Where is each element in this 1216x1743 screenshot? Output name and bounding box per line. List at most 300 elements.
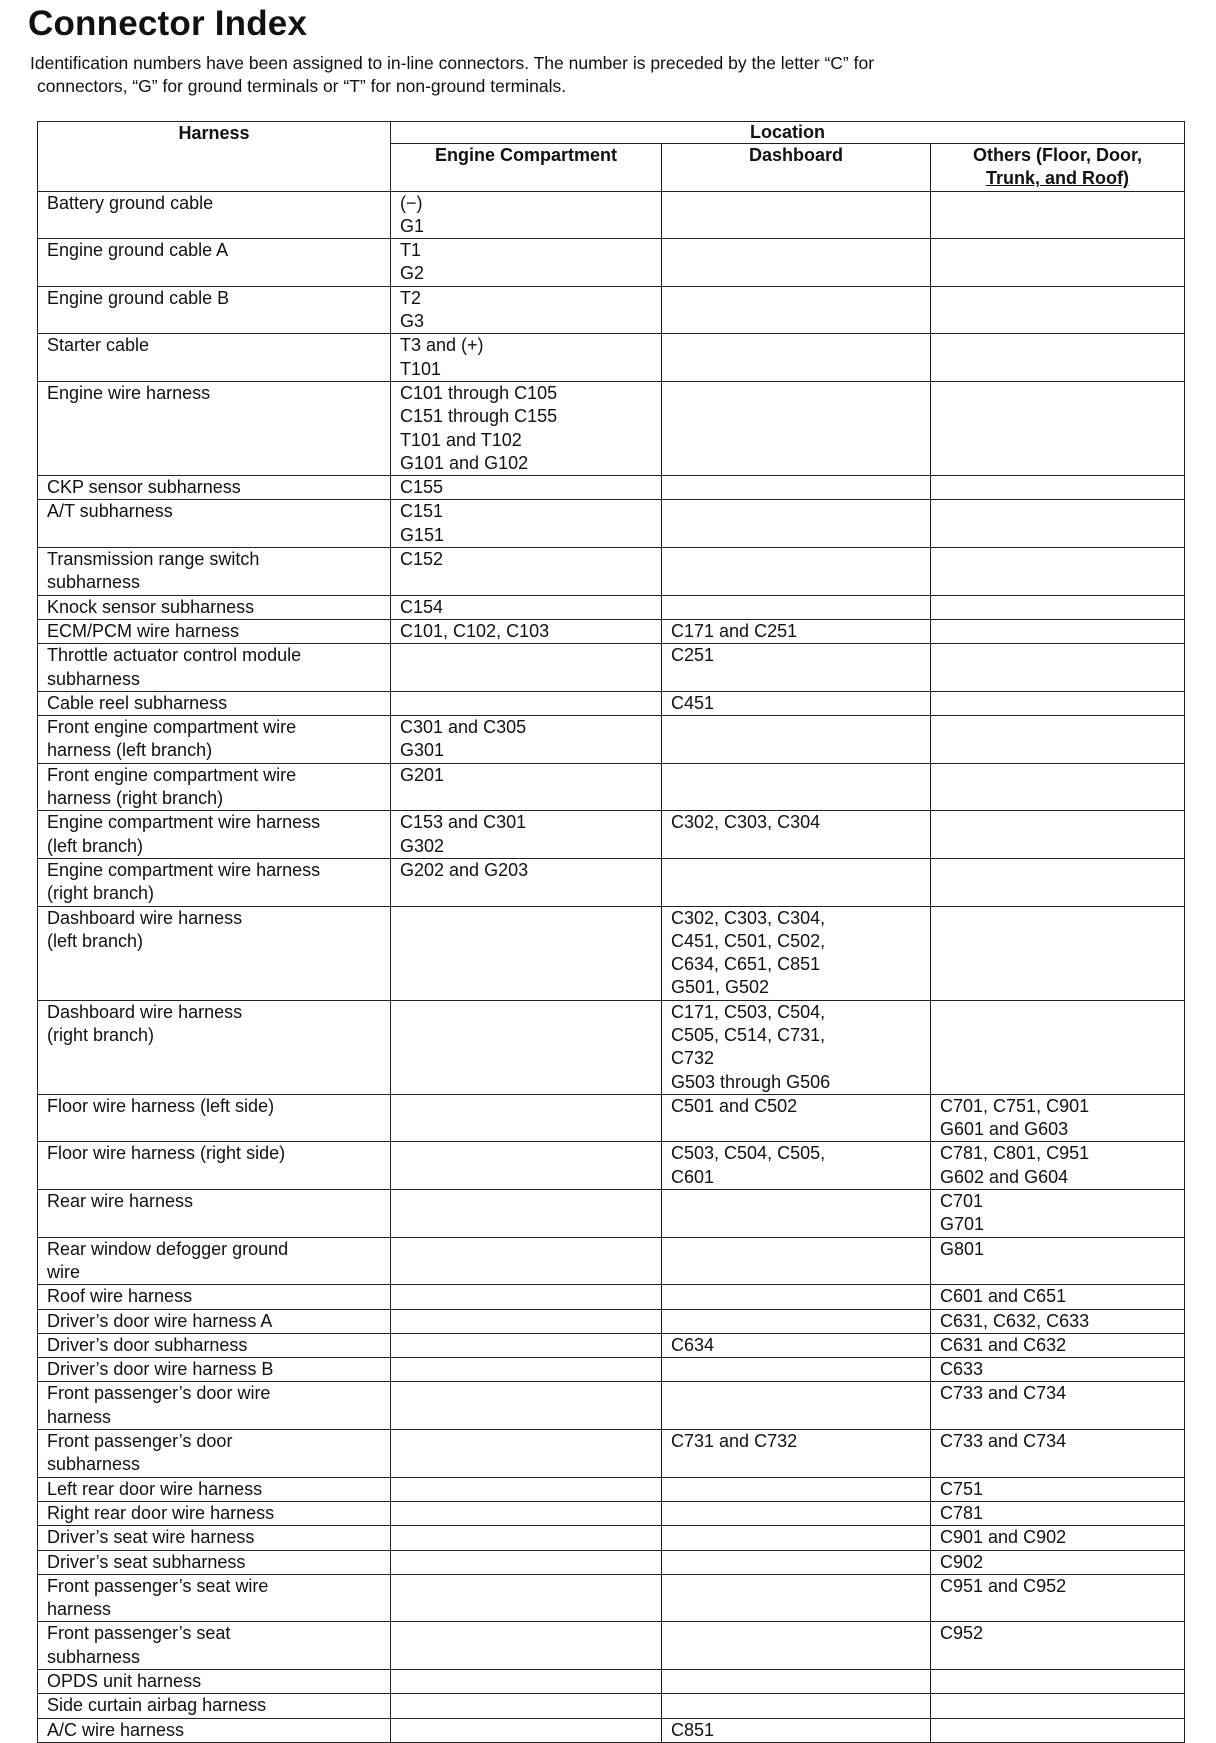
engine-compartment-cell: [391, 1358, 662, 1382]
engine-compartment-cell: [391, 1550, 662, 1574]
engine-compartment-cell: [391, 1622, 662, 1670]
dashboard-cell: [662, 1285, 931, 1309]
table-row: [38, 1430, 1185, 1478]
table-row: [38, 1670, 1185, 1694]
table-row: [38, 1501, 1185, 1525]
harness-cell-line: Rear window defogger ground: [47, 1238, 289, 1259]
dashboard-cell: [662, 1358, 931, 1382]
others-cell: [931, 1285, 1185, 1309]
engine-compartment-cell: [391, 1430, 662, 1478]
engine-compartment-cell-line: G3: [400, 311, 425, 332]
engine-compartment-cell-line: C154: [400, 596, 444, 617]
engine-compartment-cell: [391, 1237, 662, 1285]
others-cell: [931, 1094, 1185, 1142]
engine-compartment-cell-line: G151: [400, 524, 445, 545]
harness-cell-line: Front passenger’s seat wire: [47, 1575, 269, 1596]
others-cell: [931, 858, 1185, 906]
engine-compartment-cell: [391, 548, 662, 596]
others-cell: [931, 1526, 1185, 1550]
harness-cell: [38, 619, 391, 643]
harness-cell-line: harness (left branch): [47, 740, 213, 761]
dashboard-cell-line: C732: [671, 1048, 715, 1069]
others-cell: [931, 548, 1185, 596]
others-cell: [931, 1000, 1185, 1094]
harness-cell-line: A/T subharness: [47, 501, 173, 522]
others-cell-line: C633: [940, 1359, 984, 1380]
harness-cell-line: Front engine compartment wire: [47, 717, 297, 738]
dashboard-cell-line: G503 through G506: [671, 1071, 831, 1092]
harness-cell-line: subharness: [47, 1646, 141, 1667]
dashboard-cell-line: G501, G502: [671, 977, 770, 998]
others-cell-line: C701, C751, C901: [940, 1095, 1090, 1116]
table-row: [38, 1382, 1185, 1430]
engine-compartment-cell: [391, 1285, 662, 1309]
engine-compartment-cell: [391, 191, 662, 239]
others-cell: [931, 476, 1185, 500]
engine-compartment-column-header: Engine Compartment: [391, 144, 662, 192]
harness-cell: [38, 1309, 391, 1333]
others-cell-line: C631 and C632: [940, 1334, 1067, 1355]
harness-cell-line: subharness: [47, 1454, 141, 1475]
dashboard-cell: [662, 1694, 931, 1718]
engine-compartment-cell: [391, 1382, 662, 1430]
harness-cell-line: harness (right branch): [47, 788, 224, 809]
others-cell: [931, 1190, 1185, 1238]
engine-compartment-cell-line: T101: [400, 358, 442, 379]
others-cell-line: C733 and C734: [940, 1431, 1067, 1452]
harness-cell-line: Right rear door wire harness: [47, 1502, 275, 1523]
others-cell: [931, 1382, 1185, 1430]
engine-compartment-cell: [391, 476, 662, 500]
dashboard-cell: [662, 811, 931, 859]
harness-cell-line: (left branch): [47, 835, 144, 856]
engine-compartment-cell: [391, 811, 662, 859]
table-row: [38, 1550, 1185, 1574]
harness-cell-line: Engine compartment wire harness: [47, 859, 321, 880]
table-row: [38, 500, 1185, 548]
table-row: [38, 1094, 1185, 1142]
table-row: [38, 1358, 1185, 1382]
harness-cell: [38, 191, 391, 239]
dashboard-cell-line: C601: [671, 1166, 715, 1187]
table-row: [38, 858, 1185, 906]
engine-compartment-cell: [391, 1501, 662, 1525]
dashboard-cell: [662, 763, 931, 811]
engine-compartment-cell-line: C153 and C301: [400, 812, 527, 833]
harness-cell-line: Transmission range switch: [47, 549, 260, 570]
table-row: [38, 381, 1185, 475]
engine-compartment-cell: [391, 381, 662, 475]
dashboard-cell: [662, 1142, 931, 1190]
engine-compartment-cell-line: C301 and C305: [400, 717, 527, 738]
engine-compartment-cell: [391, 500, 662, 548]
harness-cell-line: Dashboard wire harness: [47, 907, 243, 928]
engine-compartment-cell-line: C155: [400, 477, 444, 498]
others-cell-line: C951 and C952: [940, 1575, 1067, 1596]
engine-compartment-cell-line: T2: [400, 287, 422, 308]
others-cell-line: G601 and G603: [940, 1119, 1069, 1140]
harness-cell-line: Starter cable: [47, 335, 150, 356]
harness-cell-line: Throttle actuator control module: [47, 645, 302, 666]
others-cell: [931, 1550, 1185, 1574]
dashboard-cell: [662, 1501, 931, 1525]
others-cell-line: G701: [940, 1214, 985, 1235]
harness-cell-line: Driver’s door wire harness B: [47, 1359, 274, 1380]
harness-cell: [38, 239, 391, 287]
dashboard-cell-line: C503, C504, C505,: [671, 1143, 826, 1164]
dashboard-cell: [662, 691, 931, 715]
harness-cell-line: Engine compartment wire harness: [47, 812, 321, 833]
dashboard-cell: [662, 1430, 931, 1478]
dashboard-cell: [662, 1622, 931, 1670]
dashboard-cell: [662, 286, 931, 334]
others-cell-line: C781, C801, C951: [940, 1143, 1090, 1164]
others-cell: [931, 1574, 1185, 1622]
dashboard-cell-line: C251: [671, 645, 715, 666]
table-row: [38, 1718, 1185, 1742]
others-cell: [931, 763, 1185, 811]
harness-cell: [38, 1550, 391, 1574]
engine-compartment-cell-line: G101 and G102: [400, 452, 529, 473]
table-row: [38, 763, 1185, 811]
others-cell: [931, 1309, 1185, 1333]
dashboard-cell: [662, 644, 931, 692]
harness-cell: [38, 1358, 391, 1382]
engine-compartment-cell: [391, 1694, 662, 1718]
dashboard-cell-line: C634, C651, C851: [671, 954, 821, 975]
engine-compartment-cell: [391, 906, 662, 1000]
others-cell: [931, 1694, 1185, 1718]
dashboard-cell: [662, 595, 931, 619]
others-header-line-1: Others (Floor, Door,: [972, 145, 1142, 165]
others-cell: [931, 716, 1185, 764]
harness-cell-line: Engine wire harness: [47, 382, 211, 403]
engine-compartment-cell: [391, 619, 662, 643]
dashboard-cell: [662, 1477, 931, 1501]
connector-index-table: [37, 121, 1185, 1743]
table-row: [38, 1000, 1185, 1094]
engine-compartment-cell-line: G202 and G203: [400, 859, 529, 880]
harness-cell: [38, 1333, 391, 1357]
others-cell: [931, 1501, 1185, 1525]
dashboard-cell: [662, 239, 931, 287]
engine-compartment-cell-line: C101, C102, C103: [400, 620, 550, 641]
others-cell-line: C601 and C651: [940, 1286, 1067, 1307]
table-row: [38, 334, 1185, 382]
others-cell: [931, 811, 1185, 859]
table-row: [38, 1574, 1185, 1622]
engine-compartment-cell: [391, 716, 662, 764]
harness-cell: [38, 716, 391, 764]
engine-compartment-cell-line: C101 through C105: [400, 382, 558, 403]
engine-compartment-cell: [391, 1477, 662, 1501]
harness-cell-line: (right branch): [47, 1024, 155, 1045]
table-row: [38, 548, 1185, 596]
table-row: [38, 811, 1185, 859]
harness-cell-line: Floor wire harness (left side): [47, 1095, 275, 1116]
harness-cell: [38, 1382, 391, 1430]
others-cell: [931, 1622, 1185, 1670]
harness-cell: [38, 595, 391, 619]
harness-cell-line: Driver’s door wire harness A: [47, 1310, 273, 1331]
dashboard-cell: [662, 191, 931, 239]
harness-cell: [38, 1670, 391, 1694]
harness-cell: [38, 1694, 391, 1718]
harness-cell: [38, 1142, 391, 1190]
harness-cell-line: Front passenger’s seat: [47, 1623, 231, 1644]
engine-compartment-cell: [391, 1670, 662, 1694]
others-cell-line: C631, C632, C633: [940, 1310, 1090, 1331]
engine-compartment-cell: [391, 1718, 662, 1742]
others-cell: [931, 1358, 1185, 1382]
others-cell: [931, 191, 1185, 239]
harness-cell: [38, 1477, 391, 1501]
harness-cell-line: Roof wire harness: [47, 1286, 193, 1307]
others-cell-line: C901 and C902: [940, 1527, 1067, 1548]
harness-cell: [38, 1718, 391, 1742]
engine-compartment-cell: [391, 595, 662, 619]
table-row: [38, 595, 1185, 619]
dashboard-cell: [662, 381, 931, 475]
harness-cell: [38, 286, 391, 334]
others-cell-line: G602 and G604: [940, 1166, 1069, 1187]
dashboard-cell: [662, 858, 931, 906]
harness-cell-line: Rear wire harness: [47, 1191, 194, 1212]
engine-compartment-cell: [391, 1333, 662, 1357]
others-cell-line: C751: [940, 1478, 984, 1499]
harness-column-header: Harness: [38, 122, 391, 192]
engine-compartment-cell-line: T101 and T102: [400, 429, 522, 450]
others-cell-line: C902: [940, 1551, 984, 1572]
table-row: [38, 1309, 1185, 1333]
harness-cell-line: subharness: [47, 572, 141, 593]
dashboard-cell-line: C451: [671, 692, 715, 713]
dashboard-cell: [662, 1382, 931, 1430]
engine-compartment-cell: [391, 763, 662, 811]
dashboard-cell: [662, 1526, 931, 1550]
harness-cell-line: Side curtain airbag harness: [47, 1695, 267, 1716]
dashboard-cell-line: C501 and C502: [671, 1095, 798, 1116]
dashboard-cell: [662, 334, 931, 382]
harness-cell-line: Front passenger’s door: [47, 1431, 233, 1452]
dashboard-cell: [662, 500, 931, 548]
intro-line-2: connectors, “G” for ground terminals or “T” for non-ground terminals.: [37, 76, 567, 96]
table-row: [38, 239, 1185, 287]
others-cell-line: C952: [940, 1623, 984, 1644]
others-cell: [931, 1333, 1185, 1357]
engine-compartment-cell-line: T3 and (+): [400, 335, 484, 356]
dashboard-cell: [662, 619, 931, 643]
intro-paragraph: [30, 52, 1170, 98]
harness-cell-line: Driver’s seat wire harness: [47, 1527, 255, 1548]
engine-compartment-cell: [391, 1574, 662, 1622]
others-cell: [931, 595, 1185, 619]
engine-compartment-cell-line: T1: [400, 240, 422, 261]
dashboard-cell: [662, 716, 931, 764]
engine-compartment-cell-line: C151 through C155: [400, 406, 558, 427]
harness-cell-line: Floor wire harness (right side): [47, 1143, 286, 1164]
others-cell-line: C733 and C734: [940, 1383, 1067, 1404]
harness-cell-line: Dashboard wire harness: [47, 1001, 243, 1022]
others-cell: [931, 906, 1185, 1000]
dashboard-cell: [662, 1670, 931, 1694]
dashboard-cell: [662, 1333, 931, 1357]
harness-cell-line: A/C wire harness: [47, 1719, 185, 1740]
harness-cell-line: Left rear door wire harness: [47, 1478, 263, 1499]
harness-cell: [38, 1000, 391, 1094]
harness-cell-line: wire: [47, 1261, 81, 1282]
table-header: [38, 122, 1185, 192]
harness-cell: [38, 1237, 391, 1285]
engine-compartment-cell: [391, 1309, 662, 1333]
engine-compartment-cell-line: G301: [400, 740, 445, 761]
engine-compartment-cell: [391, 1526, 662, 1550]
dashboard-cell: [662, 1550, 931, 1574]
intro-line-1: Identification numbers have been assigned to in-line connectors. The number is preceded by the letter “C” for: [30, 53, 875, 73]
table-row: [38, 1526, 1185, 1550]
others-cell: [931, 286, 1185, 334]
harness-cell: [38, 1501, 391, 1525]
dashboard-cell-line: C634: [671, 1334, 715, 1355]
engine-compartment-cell-line: G2: [400, 263, 425, 284]
dashboard-cell: [662, 1000, 931, 1094]
harness-cell: [38, 1285, 391, 1309]
harness-cell: [38, 1094, 391, 1142]
others-cell-line: G801: [940, 1238, 985, 1259]
others-cell: [931, 334, 1185, 382]
dashboard-cell: [662, 1309, 931, 1333]
engine-compartment-cell: [391, 691, 662, 715]
harness-cell: [38, 500, 391, 548]
dashboard-cell-line: C302, C303, C304: [671, 812, 821, 833]
harness-cell: [38, 906, 391, 1000]
harness-cell: [38, 548, 391, 596]
engine-compartment-cell: [391, 644, 662, 692]
dashboard-cell-line: C731 and C732: [671, 1431, 798, 1452]
harness-cell: [38, 1190, 391, 1238]
dashboard-cell: [662, 548, 931, 596]
dashboard-cell: [662, 1237, 931, 1285]
harness-cell-line: OPDS unit harness: [47, 1671, 202, 1691]
table-row: [38, 1333, 1185, 1357]
others-cell: [931, 1718, 1185, 1742]
table-row: [38, 1622, 1185, 1670]
harness-cell-line: CKP sensor subharness: [47, 477, 241, 498]
others-cell: [931, 1430, 1185, 1478]
others-cell-line: C781: [940, 1502, 984, 1523]
harness-cell-line: Front passenger’s door wire: [47, 1383, 271, 1404]
table-row: [38, 191, 1185, 239]
dashboard-cell-line: C451, C501, C502,: [671, 930, 826, 951]
others-cell: [931, 691, 1185, 715]
engine-compartment-cell: [391, 1094, 662, 1142]
harness-cell-line: Driver’s door subharness: [47, 1334, 248, 1355]
others-header-line-2: Trunk, and Roof): [986, 168, 1129, 189]
engine-compartment-cell: [391, 334, 662, 382]
harness-cell: [38, 1430, 391, 1478]
others-cell: [931, 1477, 1185, 1501]
location-column-header: Location: [391, 122, 1185, 144]
harness-cell-line: (right branch): [47, 883, 155, 904]
harness-cell: [38, 811, 391, 859]
dashboard-cell: [662, 1718, 931, 1742]
harness-cell-line: Knock sensor subharness: [47, 596, 255, 617]
table-row: [38, 476, 1185, 500]
harness-cell-line: Engine ground cable B: [47, 287, 230, 308]
others-cell-line: C701: [940, 1191, 984, 1212]
engine-compartment-cell: [391, 1000, 662, 1094]
dashboard-cell-line: C505, C514, C731,: [671, 1024, 826, 1045]
others-cell: [931, 500, 1185, 548]
others-cell: [931, 1142, 1185, 1190]
page-title: Connector Index: [28, 4, 308, 43]
engine-compartment-cell-line: G1: [400, 215, 425, 236]
others-cell: [931, 1237, 1185, 1285]
harness-cell-line: Cable reel subharness: [47, 692, 228, 713]
table-row: [38, 1477, 1185, 1501]
harness-cell-line: harness: [47, 1406, 112, 1427]
table-row: [38, 906, 1185, 1000]
others-cell: [931, 239, 1185, 287]
harness-cell: [38, 381, 391, 475]
harness-cell-line: Driver’s seat subharness: [47, 1551, 246, 1572]
dashboard-cell: [662, 1190, 931, 1238]
harness-cell-line: ECM/PCM wire harness: [47, 620, 240, 641]
dashboard-cell-line: C851: [671, 1719, 715, 1740]
table-row: [38, 1190, 1185, 1238]
table-row: [38, 1694, 1185, 1718]
dashboard-cell: [662, 1094, 931, 1142]
harness-cell: [38, 691, 391, 715]
table-body: [38, 191, 1185, 1742]
harness-cell: [38, 334, 391, 382]
table-row: [38, 691, 1185, 715]
engine-compartment-cell-line: C152: [400, 549, 444, 570]
table-row: [38, 1237, 1185, 1285]
dashboard-cell: [662, 906, 931, 1000]
others-column-header: [931, 144, 1185, 192]
engine-compartment-cell: [391, 286, 662, 334]
engine-compartment-cell: [391, 1142, 662, 1190]
engine-compartment-cell-line: G201: [400, 764, 445, 785]
table-row: [38, 286, 1185, 334]
harness-cell-line: Front engine compartment wire: [47, 764, 297, 785]
dashboard-column-header: Dashboard: [662, 144, 931, 192]
others-cell: [931, 381, 1185, 475]
table-row: [38, 716, 1185, 764]
engine-compartment-cell: [391, 1190, 662, 1238]
others-cell: [931, 644, 1185, 692]
harness-cell-line: Engine ground cable A: [47, 240, 229, 261]
dashboard-cell-line: C302, C303, C304,: [671, 907, 826, 928]
harness-cell-line: subharness: [47, 668, 141, 689]
others-cell: [931, 1670, 1185, 1694]
dashboard-cell-line: C171, C503, C504,: [671, 1001, 826, 1022]
others-cell: [931, 619, 1185, 643]
harness-cell: [38, 858, 391, 906]
harness-cell: [38, 1526, 391, 1550]
engine-compartment-cell-line: (−): [400, 192, 423, 213]
engine-compartment-cell-line: C151: [400, 501, 444, 522]
dashboard-cell: [662, 476, 931, 500]
table-row: [38, 1285, 1185, 1309]
harness-cell: [38, 476, 391, 500]
engine-compartment-cell: [391, 239, 662, 287]
dashboard-cell-line: C171 and C251: [671, 620, 798, 641]
table-row: [38, 1142, 1185, 1190]
dashboard-cell: [662, 1574, 931, 1622]
harness-cell-line: Battery ground cable: [47, 192, 214, 213]
